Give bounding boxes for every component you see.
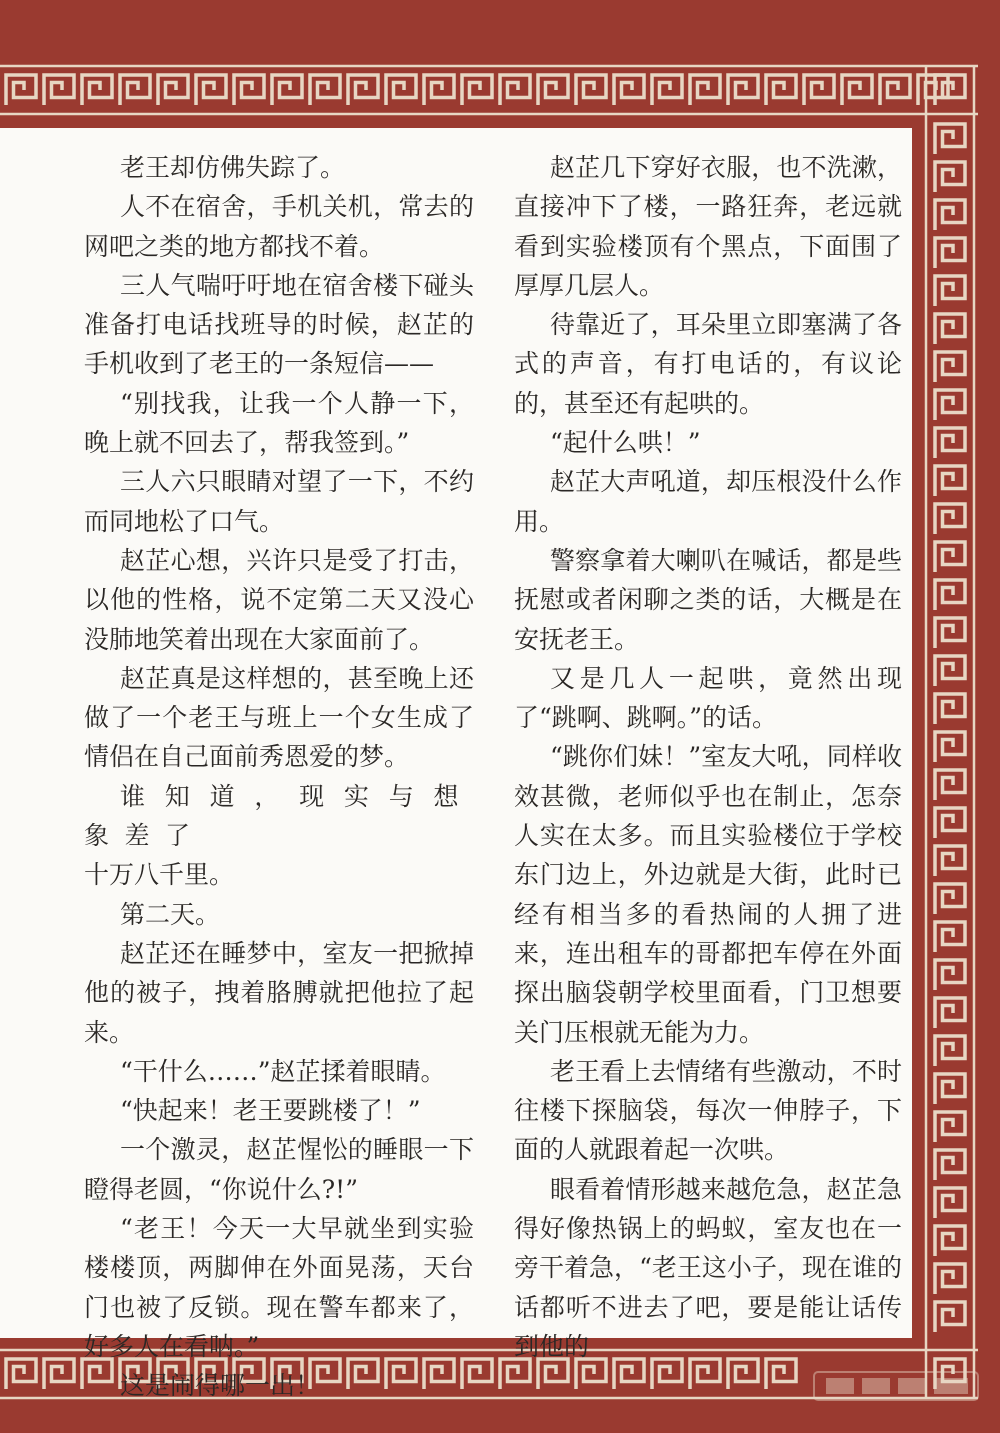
key-motif [935,542,965,572]
right-text-column [514,148,902,1366]
key-motif [424,75,454,105]
key-motif [935,390,965,420]
paragraph: 第二天。 [120,899,221,929]
left-text-column [84,148,474,1406]
key-motif [44,75,74,105]
watermark-logo [812,1368,980,1404]
paragraph: 三人六只眼睛对望了一下，不约而同地松了口气。 [84,467,474,536]
key-motif [935,580,965,610]
key-motif [935,1150,965,1180]
paragraph: “跳你们妹！”室友大吼，同样收效甚微，老师似乎也在制止，怎奈人实在太多。而且实验楼位于学校东门边上，外边就是大街，此时已经有相当多的看热闹的人拥了进来，连出租车的哥都把车停在外面探出脑袋朝学校里面看，门卫想要关门压根就无能为力。 [514,742,902,1047]
key-motif [935,75,965,105]
key-motif [935,656,965,686]
key-motif [500,75,530,105]
key-motif [935,276,965,306]
key-motif [935,124,965,154]
key-motif [935,428,965,458]
key-motif [935,694,965,724]
paragraph: 警察拿着大喇叭在喊话，都是些抚慰或者闲聊之类的话，大概是在安抚老王。 [514,545,902,654]
key-motif [935,352,965,382]
key-motif [935,1074,965,1104]
key-motif [842,75,872,105]
key-motif [935,1302,965,1332]
key-motif [935,618,965,648]
paragraph: 谁知道，现实与想象差了 [84,781,474,851]
key-motif [158,75,188,105]
paragraph: 老王看上去情绪有些激动，不时往楼下探脑袋，每次一伸脖子，下面的人就跟着起一次哄。 [514,1056,902,1165]
key-motif [935,1112,965,1142]
paragraph: 眼看着情形越来越危急，赵芷急得好像热锅上的蚂蚁，室友也在一旁干着急，“老王这小子，现在谁的话都听不进去了吧，要是能让话传到他的 [514,1174,902,1361]
key-motif [614,75,644,105]
key-motif [935,1226,965,1256]
key-motif [935,238,965,268]
key-motif [272,75,302,105]
paragraph: “起什么哄！” [550,428,701,458]
key-motif [935,808,965,838]
paragraph: 这是闹得哪一出！ [120,1371,321,1401]
paragraph: 一个激灵，赵芷惺忪的睡眼一下瞪得老圆，“你说什么?!” [84,1135,474,1204]
key-motif [935,1264,965,1294]
key-motif [935,1188,965,1218]
paragraph: 赵芷真是这样想的，甚至晚上还做了一个老王与班上一个女生成了情侣在自己面前秀恩爱的梦。 [84,663,474,772]
key-motif [310,75,340,105]
paragraph: “老王！今天一大早就坐到实验楼楼顶，两脚伸在外面晃荡，天台门也被了反锁。现在警车都来了，好多人在看呐。” [84,1214,474,1361]
key-motif [935,770,965,800]
paragraph: “快起来！老王要跳楼了！” [120,1096,421,1126]
paragraph: 赵芷大声吼道，却压根没什么作用。 [514,467,902,536]
key-motif [690,75,720,105]
key-motif [935,732,965,762]
key-motif [82,75,112,105]
key-motif [234,75,264,105]
key-motif [120,75,150,105]
key-motif [935,466,965,496]
key-motif [935,960,965,990]
paragraph: 三人气喘吁吁地在宿舍楼下碰头准备打电话找班导的时候，赵芷的手机收到了老王的一条短信—— [84,270,474,379]
paragraph: 人不在宿舍，手机关机，常去的网吧之类的地方都找不着。 [84,192,474,261]
key-motif [935,504,965,534]
key-motif [6,1359,36,1389]
key-motif [766,75,796,105]
key-motif [935,162,965,192]
paragraph: 待靠近了，耳朵里立即塞满了各式的声音，有打电话的，有议论的，甚至还有起哄的。 [514,310,902,418]
key-motif [935,200,965,230]
paragraph: 赵芷还在睡梦中，室友一把掀掉他的被子，拽着胳膊就把他拉了起来。 [84,938,474,1047]
key-motif [728,75,758,105]
key-motif [880,75,910,105]
key-motif [6,75,36,105]
paragraph: 赵芷几下穿好衣服，也不洗漱，直接冲下了楼，一路狂奔，老远就看到实验楼顶有个黑点，下面围了厚厚几层人。 [514,153,902,300]
key-motif [348,75,378,105]
key-motif [935,922,965,952]
key-motif [44,1359,74,1389]
key-motif [935,884,965,914]
paragraph: “干什么……”赵芷揉着眼睛。 [120,1056,446,1086]
key-motif [935,1036,965,1066]
paragraph: 又是几人一起哄，竟然出现了“跳啊、跳啊。”的话。 [514,663,902,733]
paragraph: 老王却仿佛失踪了。 [120,153,346,182]
key-motif [196,75,226,105]
paragraph: 赵芷心想，兴许只是受了打击，以他的性格，说不定第二天又没心没肺地笑着出现在大家面前了。 [84,545,474,654]
key-motif [538,75,568,105]
key-motif [386,75,416,105]
key-motif [804,75,834,105]
paragraph: 十万八千里。 [84,860,235,890]
key-motif [576,75,606,105]
paragraph: “别找我，让我一个人静一下，晚上就不回去了，帮我签到。” [84,388,474,458]
key-motif [462,75,492,105]
key-motif [935,998,965,1028]
key-motif [935,846,965,876]
key-motif [935,314,965,344]
key-motif [652,75,682,105]
